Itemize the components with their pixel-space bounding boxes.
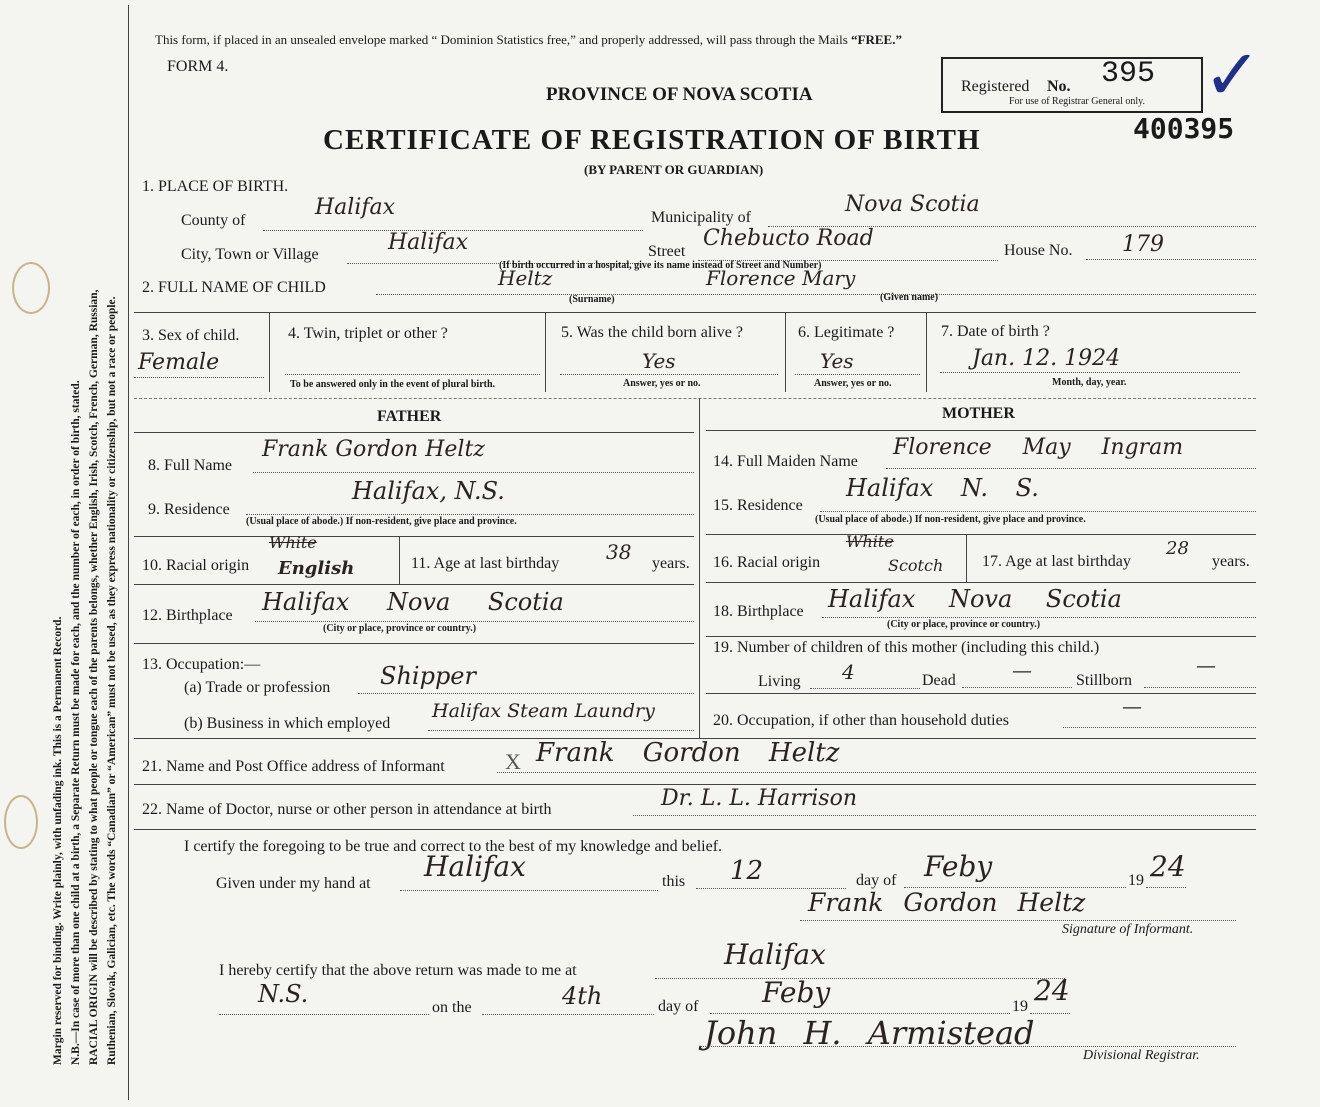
mother-heading-rule bbox=[706, 430, 1256, 431]
child-name-label: 2. FULL NAME OF CHILD bbox=[142, 279, 326, 296]
street-value: Chebucto Road bbox=[703, 226, 874, 251]
alive-note: Answer, yes or no. bbox=[623, 378, 701, 389]
mother-heading: MOTHER bbox=[942, 405, 1015, 422]
father-race-divider bbox=[399, 536, 400, 584]
registrar-year-prefix: 19 bbox=[1012, 998, 1028, 1015]
registrar-year: 24 bbox=[1034, 974, 1070, 1007]
father-age-label: 11. Age at last birthday bbox=[411, 555, 560, 572]
twin-line bbox=[285, 374, 540, 375]
mother-race-label: 16. Racial origin bbox=[713, 554, 821, 571]
twin-label: 4. Twin, triplet or other ? bbox=[288, 325, 448, 342]
informant-name: Frank Gordon Heltz bbox=[536, 738, 840, 768]
this-label: this bbox=[662, 873, 686, 890]
mother-bp: Halifax Nova Scotia bbox=[828, 585, 1122, 613]
registrar-year-line bbox=[1030, 1013, 1070, 1014]
given-place-line bbox=[400, 890, 658, 891]
dob-line bbox=[940, 372, 1240, 373]
registrar-place-line bbox=[655, 978, 1065, 979]
mother-res-line bbox=[820, 511, 1256, 512]
father-name-line bbox=[253, 472, 694, 473]
mother-occ-label: 20. Occupation, if other than household duties bbox=[713, 712, 1009, 729]
mother-rule-1 bbox=[706, 534, 1256, 535]
certify-year: 24 bbox=[1150, 850, 1186, 883]
rule-doctor bbox=[134, 829, 1256, 830]
surname-caption: (Surname) bbox=[569, 294, 615, 305]
municipality-label: Municipality of bbox=[651, 209, 751, 226]
registered-box bbox=[941, 57, 1203, 113]
registrar-day: 4th bbox=[562, 982, 603, 1010]
divider-3 bbox=[785, 312, 786, 392]
father-trade: Shipper bbox=[380, 662, 476, 690]
father-biz: Halifax Steam Laundry bbox=[432, 700, 655, 722]
registrar-statement: I hereby certify that the above return was made to me at bbox=[219, 962, 577, 979]
mother-rule-2 bbox=[706, 582, 1256, 583]
father-name: Frank Gordon Heltz bbox=[262, 437, 485, 462]
stillborn-line bbox=[1144, 687, 1256, 688]
child-surname: Heltz bbox=[498, 266, 553, 290]
registrar-month: Feby bbox=[762, 976, 831, 1009]
margin-note-2: N.B.—In case of more than one child at a birth, a Separate Return must be made for each, and the number of each, in order of birth, stated. bbox=[70, 380, 82, 1065]
municipality-value: Nova Scotia bbox=[845, 192, 980, 217]
divider-2 bbox=[545, 312, 546, 392]
father-race-struck: White bbox=[269, 533, 317, 552]
check-mark-icon: ✓ bbox=[1203, 38, 1262, 115]
father-biz-label: (b) Business in which employed bbox=[184, 715, 391, 732]
stillborn-label: Stillborn bbox=[1076, 672, 1133, 689]
certify-statement: I certify the foregoing to be true and correct to the best of my knowledge and belief. bbox=[184, 838, 723, 855]
child-given-name: Florence Mary bbox=[706, 266, 856, 290]
city-value: Halifax bbox=[388, 230, 469, 255]
rule-row3-bottom bbox=[134, 398, 1256, 399]
mother-race-struck: White bbox=[846, 532, 894, 551]
mother-name: Florence May Ingram bbox=[893, 435, 1184, 460]
father-res-note: (Usual place of abode.) If non-resident, give place and province. bbox=[246, 516, 517, 527]
informant-line bbox=[497, 772, 1256, 773]
house-line bbox=[1086, 259, 1256, 260]
this-day: 12 bbox=[730, 856, 764, 886]
father-heading: FATHER bbox=[377, 408, 442, 425]
mother-age-years: years. bbox=[1212, 553, 1250, 570]
mother-children-label: 19. Number of children of this mother (including this child.) bbox=[713, 639, 1100, 656]
alive-line bbox=[560, 374, 778, 375]
mother-rule-3 bbox=[706, 636, 1256, 637]
given-place: Halifax bbox=[424, 850, 526, 883]
father-age: 38 bbox=[606, 540, 632, 564]
registrar-place: Halifax bbox=[724, 938, 826, 971]
registered-label: Registered bbox=[961, 78, 1030, 95]
page-title: CERTIFICATE OF REGISTRATION OF BIRTH bbox=[323, 124, 981, 156]
mail-notice bbox=[155, 32, 902, 48]
child-name-line bbox=[376, 294, 1256, 295]
living-value: 4 bbox=[842, 660, 855, 684]
mail-notice-free: “FREE.” bbox=[851, 32, 902, 47]
registered-number: 395 bbox=[1101, 57, 1156, 91]
father-occ-label: 13. Occupation:— bbox=[142, 656, 261, 673]
punch-hole-bottom bbox=[4, 795, 38, 849]
legit-label: 6. Legitimate ? bbox=[798, 324, 895, 341]
divider-4 bbox=[926, 312, 927, 392]
father-bp: Halifax Nova Scotia bbox=[262, 588, 564, 616]
alive-value: Yes bbox=[642, 349, 676, 373]
father-trade-line bbox=[358, 693, 694, 694]
father-race-label: 10. Racial origin bbox=[142, 557, 250, 574]
alive-label: 5. Was the child born alive ? bbox=[561, 324, 743, 341]
twin-note: To be answered only in the event of plural birth. bbox=[290, 379, 496, 390]
registrar-day-line bbox=[482, 1014, 654, 1015]
mother-bp-note: (City or place, province or country.) bbox=[887, 619, 1041, 630]
father-bp-line bbox=[255, 621, 694, 622]
mother-race: Scotch bbox=[888, 556, 944, 575]
margin-note-4: Ruthenian, Slovak, Galician, etc. The words “Canadian” or “American” must not be used, as they express nationality or citizenship, but not a race or people. bbox=[106, 296, 118, 1065]
father-rule-2 bbox=[134, 584, 694, 585]
registrar-use-note: For use of Registrar General only. bbox=[1009, 96, 1145, 107]
dead-line bbox=[962, 687, 1072, 688]
living-label: Living bbox=[758, 673, 801, 690]
registrar-prefix: N.S. bbox=[258, 980, 309, 1008]
mother-occ-line bbox=[1063, 727, 1256, 728]
mother-name-label: 14. Full Maiden Name bbox=[713, 453, 858, 470]
given-caption: (Given name) bbox=[880, 292, 939, 303]
mother-age-label: 17. Age at last birthday bbox=[982, 553, 1131, 570]
day-of-label: day of bbox=[856, 872, 897, 889]
given-label: Given under my hand at bbox=[216, 875, 371, 892]
certify-month: Feby bbox=[924, 850, 993, 883]
father-bp-label: 12. Birthplace bbox=[142, 607, 233, 624]
father-res-label: 9. Residence bbox=[148, 501, 230, 518]
registrar-prefix-line bbox=[219, 1014, 429, 1015]
on-the-label: on the bbox=[432, 999, 472, 1016]
father-rule-1 bbox=[134, 536, 694, 537]
mother-name-line bbox=[886, 468, 1256, 469]
registrar-day-of-label: day of bbox=[658, 998, 699, 1015]
father-biz-line bbox=[428, 730, 694, 731]
registered-no-label: No. bbox=[1047, 78, 1071, 95]
street-label: Street bbox=[648, 243, 686, 260]
mail-notice-text: This form, if placed in an unsealed envelope marked “ Dominion Statistics free,” and properly addressed, will pass through the Mails bbox=[155, 32, 848, 47]
hospital-note: (If birth occurred in a hospital, give its name instead of Street and Number) bbox=[499, 260, 822, 271]
stamp-number: 400395 bbox=[1133, 112, 1235, 145]
sex-value: Female bbox=[138, 350, 220, 375]
year-line bbox=[1146, 887, 1186, 888]
page-subtitle: (BY PARENT OR GUARDIAN) bbox=[584, 162, 764, 177]
doctor-name: Dr. L. L. Harrison bbox=[661, 786, 857, 811]
father-trade-label: (a) Trade or profession bbox=[184, 679, 331, 696]
doctor-line bbox=[633, 815, 1256, 816]
punch-hole-top bbox=[12, 262, 50, 314]
province-heading: PROVINCE OF NOVA SCOTIA bbox=[546, 84, 813, 105]
rule-informant bbox=[134, 784, 1256, 785]
mother-res: Halifax N. S. bbox=[846, 474, 1039, 502]
dead-label: Dead bbox=[922, 672, 956, 689]
legit-note: Answer, yes or no. bbox=[814, 378, 892, 389]
year-prefix: 19 bbox=[1128, 872, 1144, 889]
father-name-label: 8. Full Name bbox=[148, 457, 232, 474]
sex-label: 3. Sex of child. bbox=[142, 327, 240, 344]
mother-occ: — bbox=[1122, 694, 1142, 718]
county-value: Halifax bbox=[315, 195, 396, 220]
mother-res-note: (Usual place of abode.) If non-resident, give place and province. bbox=[815, 514, 1086, 525]
father-res-line bbox=[246, 514, 694, 515]
house-value: 179 bbox=[1122, 232, 1164, 257]
mother-race-divider bbox=[966, 534, 967, 582]
stillborn-value: — bbox=[1196, 653, 1216, 677]
rule-row3-top bbox=[134, 312, 1256, 313]
informant-signature: Frank Gordon Heltz bbox=[808, 888, 1086, 917]
mother-rule-4 bbox=[706, 693, 1256, 694]
father-race: English bbox=[278, 558, 355, 579]
father-rule-3 bbox=[134, 643, 694, 644]
dob-note: Month, day, year. bbox=[1052, 377, 1127, 388]
sex-line bbox=[134, 377, 264, 378]
father-bp-note: (City or place, province or country.) bbox=[323, 623, 477, 634]
dob-label: 7. Date of birth ? bbox=[941, 323, 1050, 340]
house-label: House No. bbox=[1004, 242, 1073, 259]
place-of-birth-label: 1. PLACE OF BIRTH. bbox=[142, 178, 289, 195]
legit-line bbox=[795, 374, 920, 375]
mother-age: 28 bbox=[1166, 538, 1189, 559]
margin-note-3: RACIAL ORIGIN will be described by stating to what people or tongue each of the parents belongs, whether English, Irish, Scotch, French, German, Russian, bbox=[88, 289, 100, 1065]
living-line bbox=[810, 688, 920, 689]
margin-rule bbox=[128, 5, 129, 1100]
mother-bp-line bbox=[822, 617, 1256, 618]
divider-1 bbox=[269, 312, 270, 392]
father-heading-rule bbox=[134, 432, 694, 433]
doctor-label: 22. Name of Doctor, nurse or other person in attendance at birth bbox=[142, 801, 552, 818]
registrar-caption: Divisional Registrar. bbox=[1083, 1048, 1200, 1063]
signature-line bbox=[800, 920, 1236, 921]
informant-label: 21. Name and Post Office address of Informant bbox=[142, 758, 445, 775]
informant-mark: X bbox=[505, 749, 521, 774]
mother-res-label: 15. Residence bbox=[713, 497, 803, 514]
parents-divider bbox=[699, 398, 700, 738]
form-number: FORM 4. bbox=[167, 58, 229, 75]
mother-bp-label: 18. Birthplace bbox=[713, 603, 804, 620]
dob-value: Jan. 12. 1924 bbox=[972, 346, 1121, 371]
margin-note-1: Margin reserved for binding. Write plainly, with unfading ink. This is a Permanent Record. bbox=[52, 616, 64, 1065]
father-age-years: years. bbox=[652, 555, 690, 572]
county-label: County of bbox=[181, 212, 246, 229]
signature-caption: Signature of Informant. bbox=[1062, 922, 1194, 937]
legit-value: Yes bbox=[820, 349, 854, 373]
father-res: Halifax, N.S. bbox=[352, 477, 505, 505]
registrar-sig-line bbox=[700, 1046, 1236, 1047]
registrar-signature: John H. Armistead bbox=[704, 1014, 1035, 1052]
dead-value: — bbox=[1012, 658, 1032, 682]
city-label: City, Town or Village bbox=[181, 246, 319, 263]
